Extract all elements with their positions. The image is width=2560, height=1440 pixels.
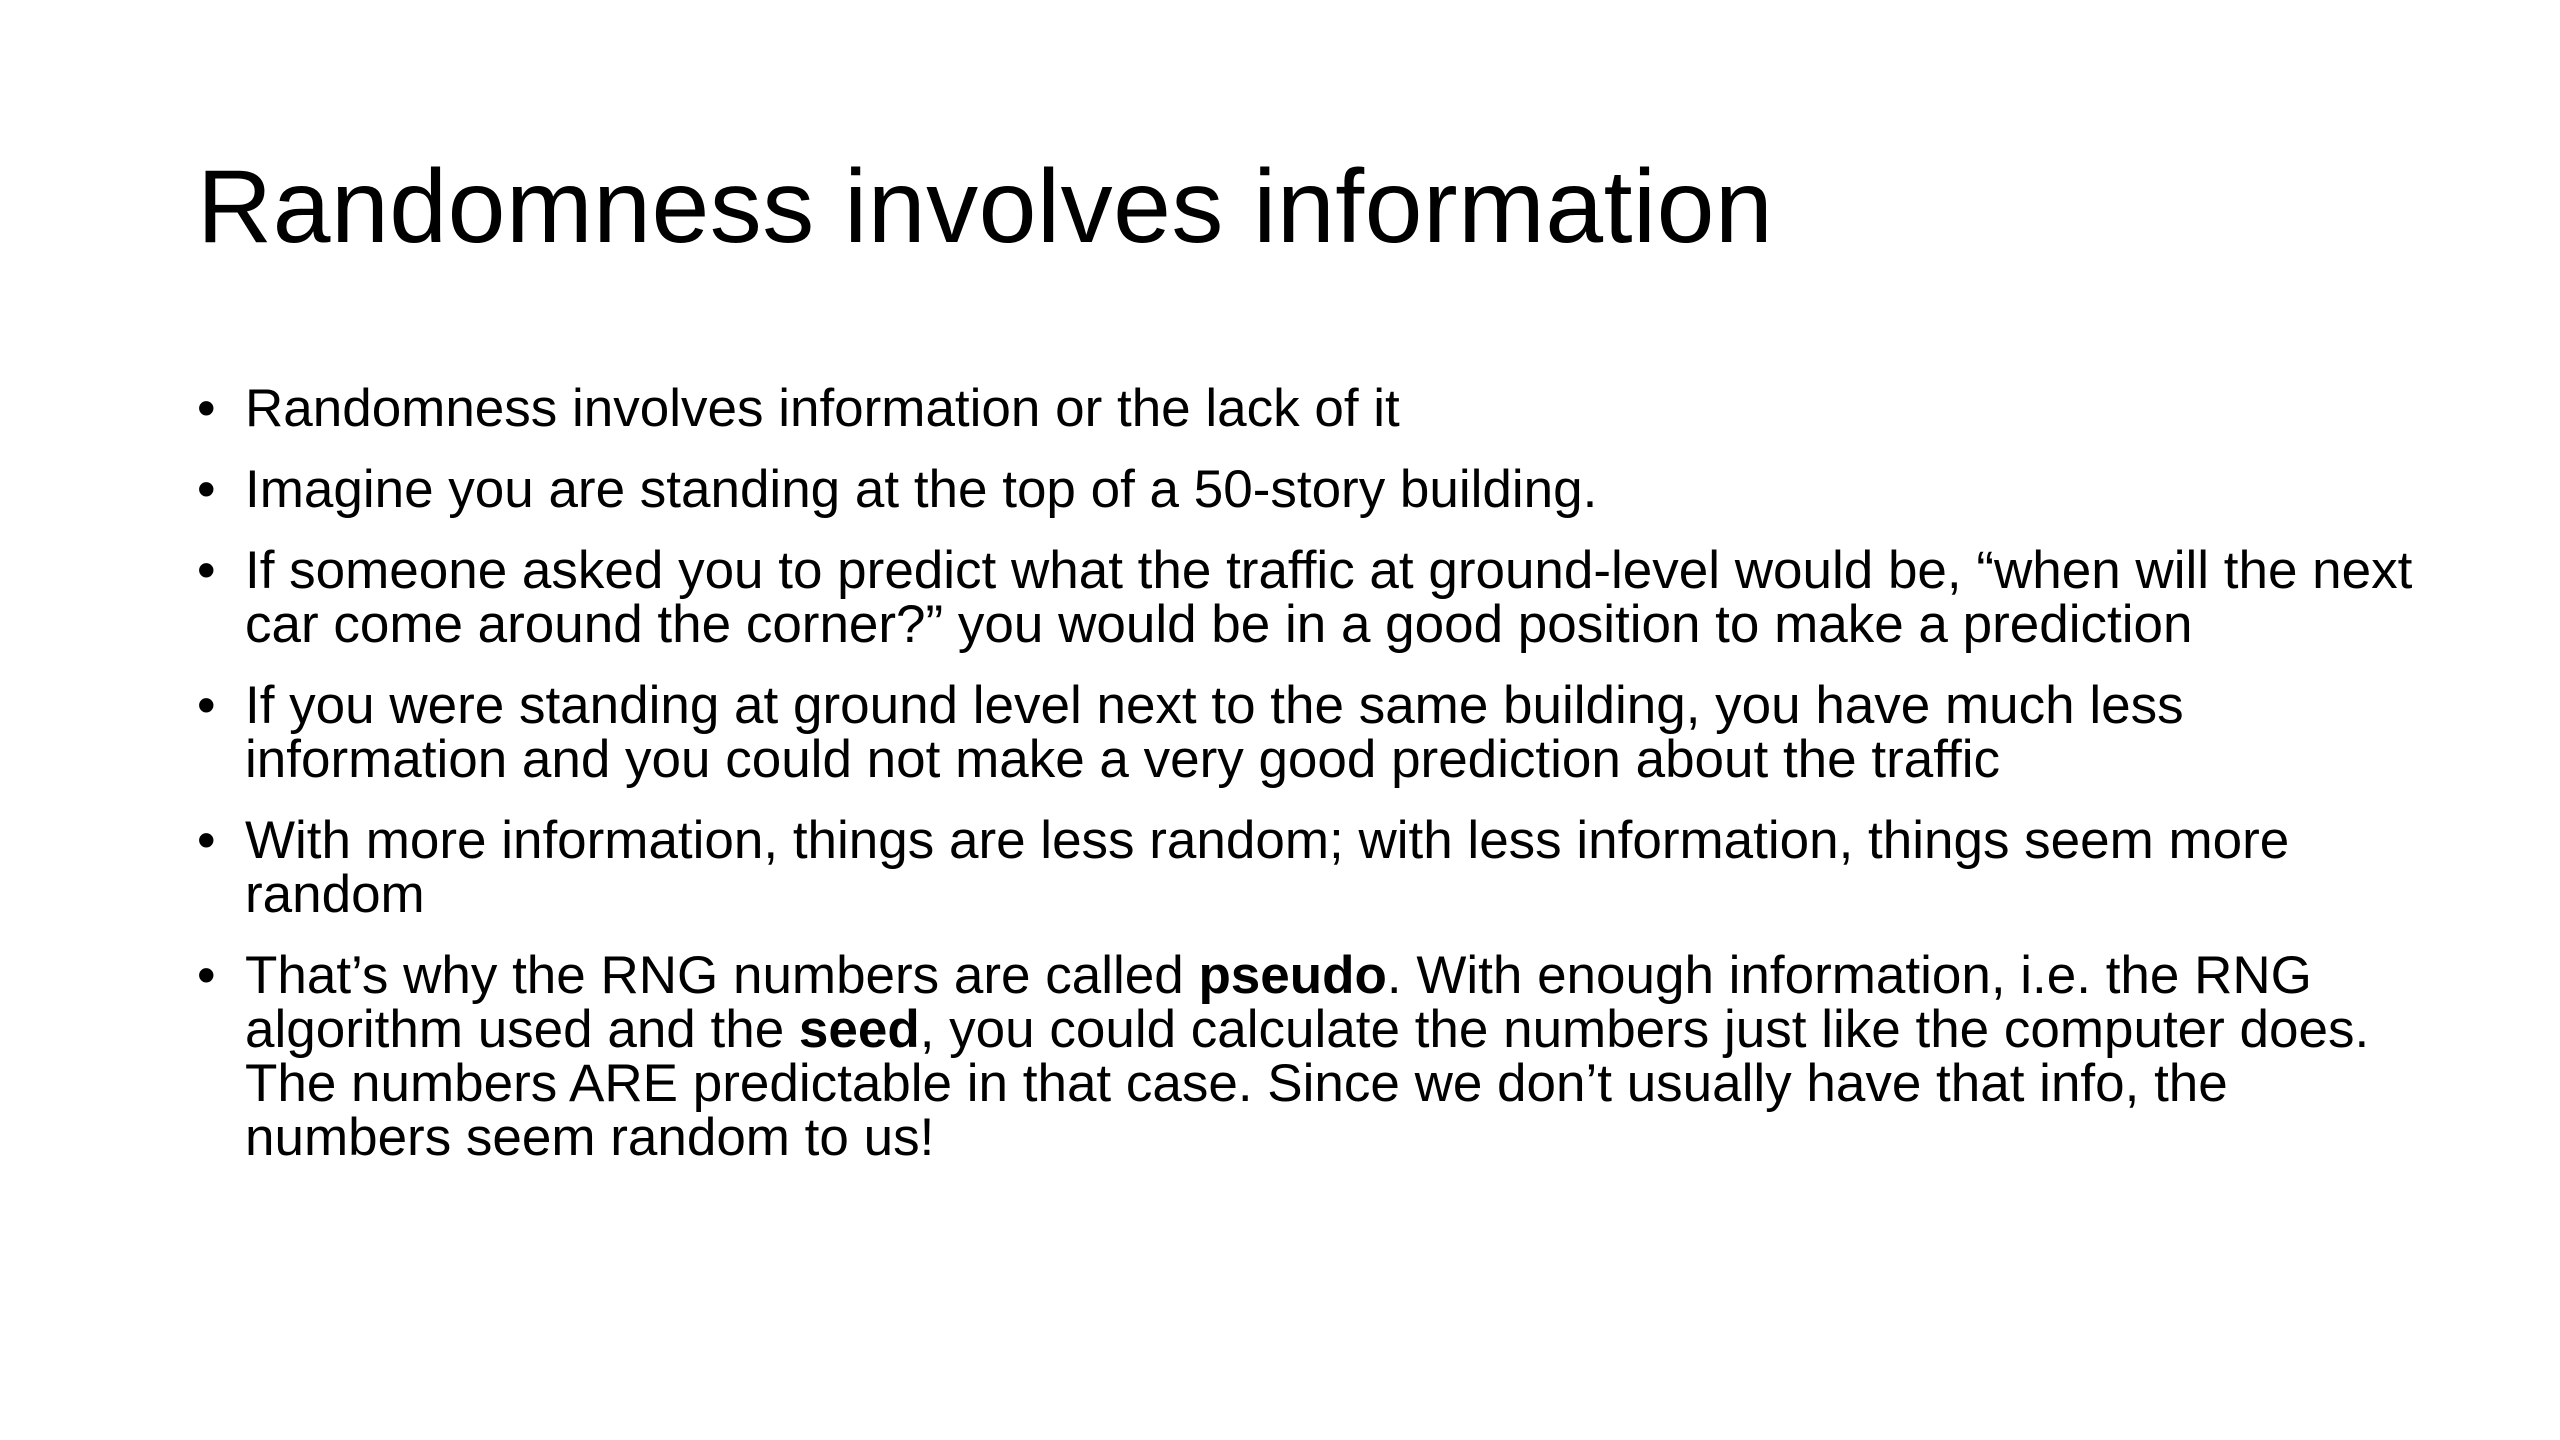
bullet-text: Randomness involves information or the lack of it — [245, 379, 1400, 438]
bullet-item — [197, 676, 2427, 789]
bullet-marker: • — [197, 676, 216, 735]
bullet-text: If someone asked you to predict what the traffic at ground-level would be, “when will the next car come around the corner?” you would be in a good position to make a prediction — [245, 541, 2413, 654]
bullet-text: With more information, things are less random; with less information, things seem more random — [245, 811, 2290, 924]
bullet-text: , you could calculate the numbers just like the computer does. The numbers ARE predictable in that case. Since we don’t usually have that info, the numbers seem random to us! — [245, 1000, 2370, 1167]
bullet-text-bold: seed — [798, 1000, 920, 1059]
bullet-marker: • — [197, 811, 216, 870]
bullet-text: If you were standing at ground level next to the same building, you have much less information and you could not make a very good prediction about the traffic — [245, 676, 2184, 789]
bullet-text: Imagine you are standing at the top of a 50-story building. — [245, 460, 1598, 519]
slide-title: Randomness involves information — [197, 149, 1774, 265]
bullet-marker: • — [197, 379, 216, 438]
bullet-list — [197, 379, 2427, 1192]
bullet-marker: • — [197, 541, 216, 600]
bullet-text: . With enough information, i.e. the RNG algorithm used and the — [245, 946, 2312, 1059]
bullet-item — [197, 946, 2427, 1167]
bullet-item — [197, 541, 2427, 654]
bullet-item — [197, 460, 2427, 519]
bullet-text-bold: pseudo — [1198, 946, 1387, 1005]
bullet-text: That’s why the RNG numbers are called — [245, 946, 1199, 1005]
bullet-marker: • — [197, 946, 216, 1005]
bullet-item — [197, 811, 2427, 924]
bullet-marker: • — [197, 460, 216, 519]
bullet-item — [197, 379, 2427, 438]
